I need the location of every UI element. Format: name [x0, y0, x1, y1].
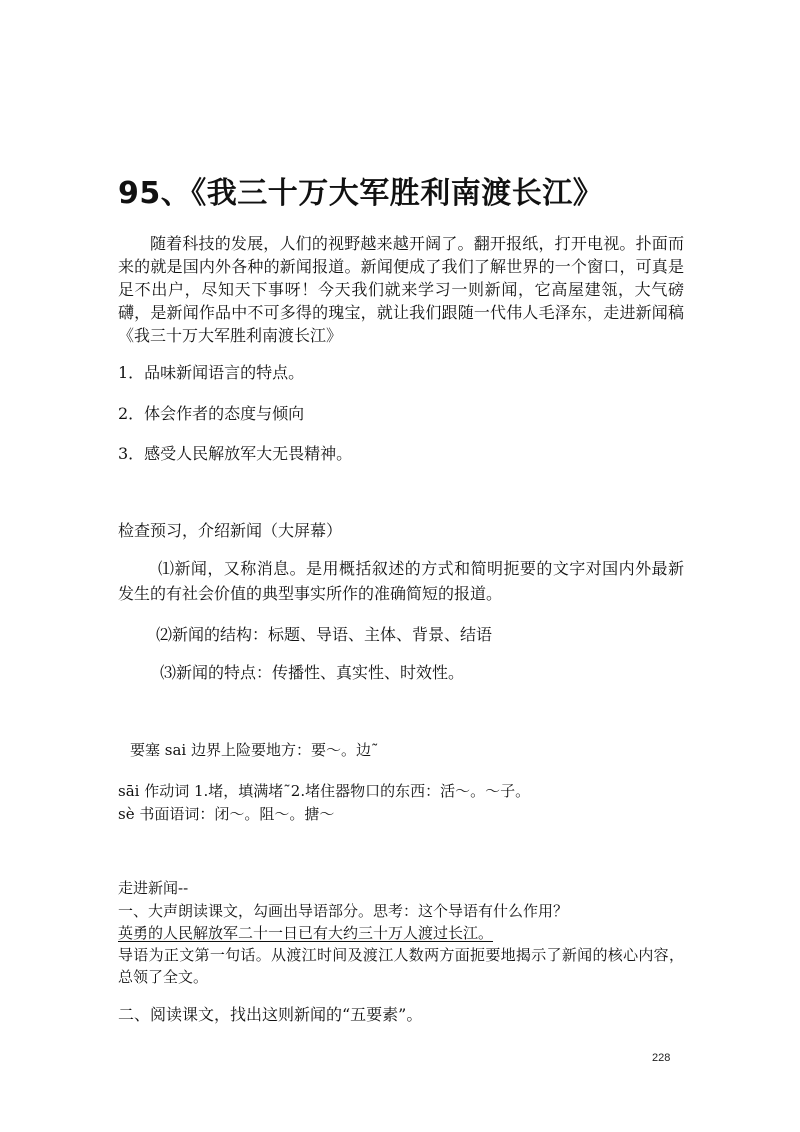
objective-item: 3．感受人民解放军大无畏精神。 [118, 444, 353, 463]
lead-sentence: 英勇的人民解放军二十一日已有大约三十万人渡过长江。 [118, 924, 494, 942]
question-two: 二、阅读课文，找出这则新闻的“五要素”。 [118, 1005, 423, 1024]
objective-item: 1．品味新闻语言的特点。 [118, 363, 305, 382]
question-one: 一、大声朗读课文，勾画出导语部分。思考：这个导语有什么作用？ [118, 902, 569, 920]
answer-one: 导语为正文第一句话。从渡江时间及渡江人数两方面扼要地揭示了新闻的核心内容，总领了全文。 [118, 946, 684, 986]
section-heading: 走进新闻-- [118, 879, 189, 897]
vocab-entry: sè 书面语词：闭～。阻～。搪～ [118, 805, 335, 823]
news-definition: ⑴新闻，又称消息。是用概括叙述的方式和简明扼要的文字对国内外最新发生的有社会价值的典型事实所作的准确简短的报道。 [118, 559, 684, 603]
objective-item: 2．体会作者的态度与倾向 [118, 404, 305, 423]
page-number: 228 [652, 1052, 671, 1064]
preview-heading: 检查预习，介绍新闻（大屏幕） [118, 521, 343, 540]
news-features: ⑶新闻的特点：传播性、真实性、时效性。 [160, 663, 465, 682]
vocab-entry: 要塞 sai 边界上险要地方：要～。边˜ [130, 741, 379, 759]
intro-paragraph: 随着科技的发展，人们的视野越来越开阔了。翻开报纸，打开电视。扑面而来的就是国内外各种的新闻报道。新闻便成了我们了解世界的一个窗口，可真是足不出户，尽知天下事呀！今天我们就来学习一则新闻，它高屋建瓴，大气磅礴，是新闻作品中不可多得的瑰宝，就让我们跟随一代伟人毛泽东，走进新闻稿《我三十万大军胜利南渡长江》 [118, 234, 684, 345]
page-title: 95、《我三十万大军胜利南渡长江》 [118, 176, 604, 211]
news-structure: ⑵新闻的结构：标题、导语、主体、背景、结语 [156, 625, 493, 644]
vocab-entry: sāi 作动词 1.堵，填满堵˜2.堵住器物口的东西：活～。～子。 [118, 782, 531, 800]
